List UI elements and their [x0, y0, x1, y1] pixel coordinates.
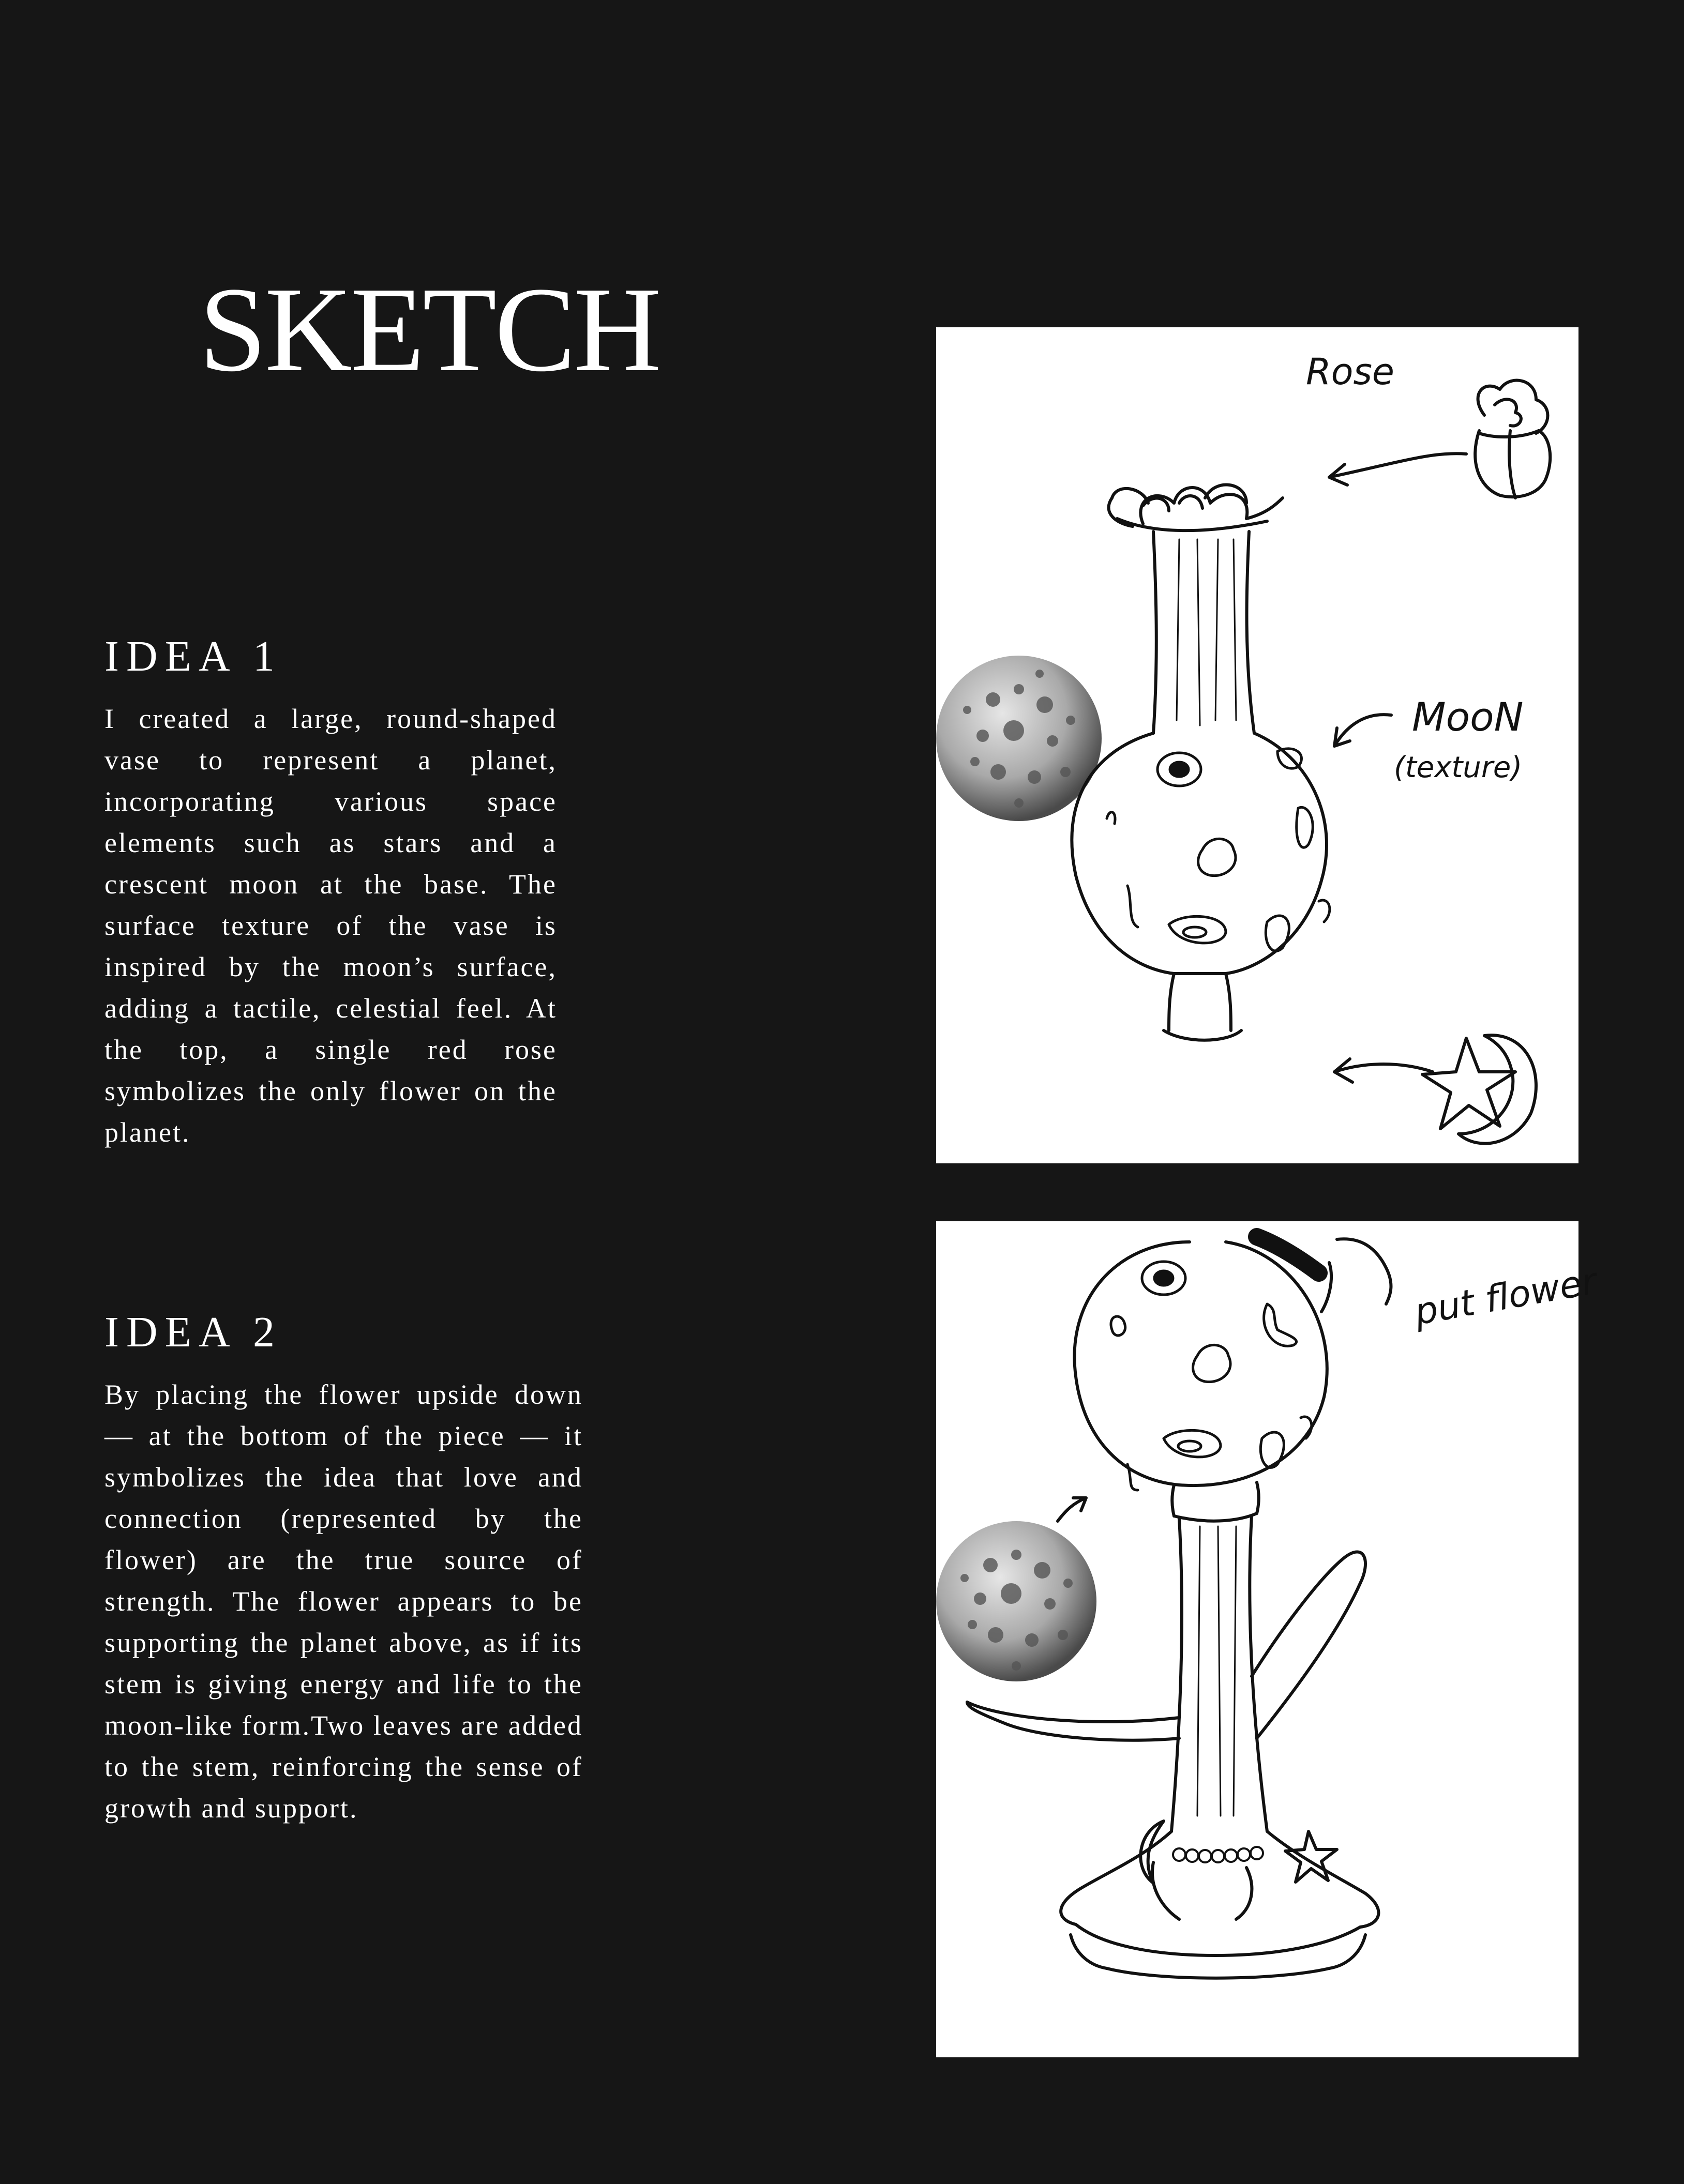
- planet-sphere: [1074, 1237, 1331, 1485]
- vase-craters: [1107, 749, 1330, 951]
- idea-1-heading: IDEA 1: [104, 632, 282, 680]
- arrow-icon: [1334, 715, 1391, 746]
- vase-base: [1164, 974, 1241, 1040]
- moon-photo: [936, 1521, 1096, 1681]
- idea-2-text: By placing the flower upside down — at the bottom of the piece — it symbolizes the idea that love and connection (represented by the flower) are the true source of strength. The flower appears to be supporting the planet above, as if its stem is giving energy and life to the moon-like form.Two leaves are added to the stem, reinforcing the sense of growth and support.: [104, 1379, 583, 1824]
- sketch-drawing-idea-1: [936, 327, 1578, 1163]
- idea-2-heading: IDEA 2: [104, 1308, 282, 1356]
- label-moon: MooN: [1412, 694, 1524, 740]
- leaf-left: [967, 1702, 1179, 1740]
- leaf-right: [1252, 1552, 1365, 1738]
- stem-ring: [1172, 1482, 1259, 1521]
- rose-top: [1109, 485, 1283, 531]
- arrow-icon: [1337, 1239, 1391, 1304]
- label-rose: Rose: [1306, 351, 1395, 393]
- idea-1-text: I created a large, round-shaped vase to represent a planet, incorporating various space elements such as stars and a crescent moon at the base. The surface texture of the vase is inspired by the moon’s surface, adding a tactile, celestial feel. At the top, a single red rose symbolizes the only flower on the planet.: [104, 703, 557, 1148]
- label-texture: (texture): [1394, 751, 1523, 784]
- sketch-panel-idea-1: [936, 327, 1578, 1163]
- bead-ring: [1173, 1847, 1263, 1862]
- arrow-icon: [1329, 453, 1466, 485]
- page-title: SKETCH: [199, 262, 659, 397]
- planet-craters: [1111, 1262, 1312, 1490]
- arrow-icon: [1334, 1059, 1433, 1082]
- star-icon: [1285, 1831, 1337, 1882]
- sketch-drawing-idea-2: [936, 1221, 1600, 2057]
- rose-icon: [1475, 381, 1550, 498]
- moon-photo: [936, 656, 1102, 821]
- arrow-icon: [1058, 1498, 1086, 1521]
- sketch-panel-idea-2: [936, 1221, 1600, 2057]
- vase-neck: [1153, 532, 1254, 733]
- label-put-flower: put flower: [1411, 1260, 1600, 1333]
